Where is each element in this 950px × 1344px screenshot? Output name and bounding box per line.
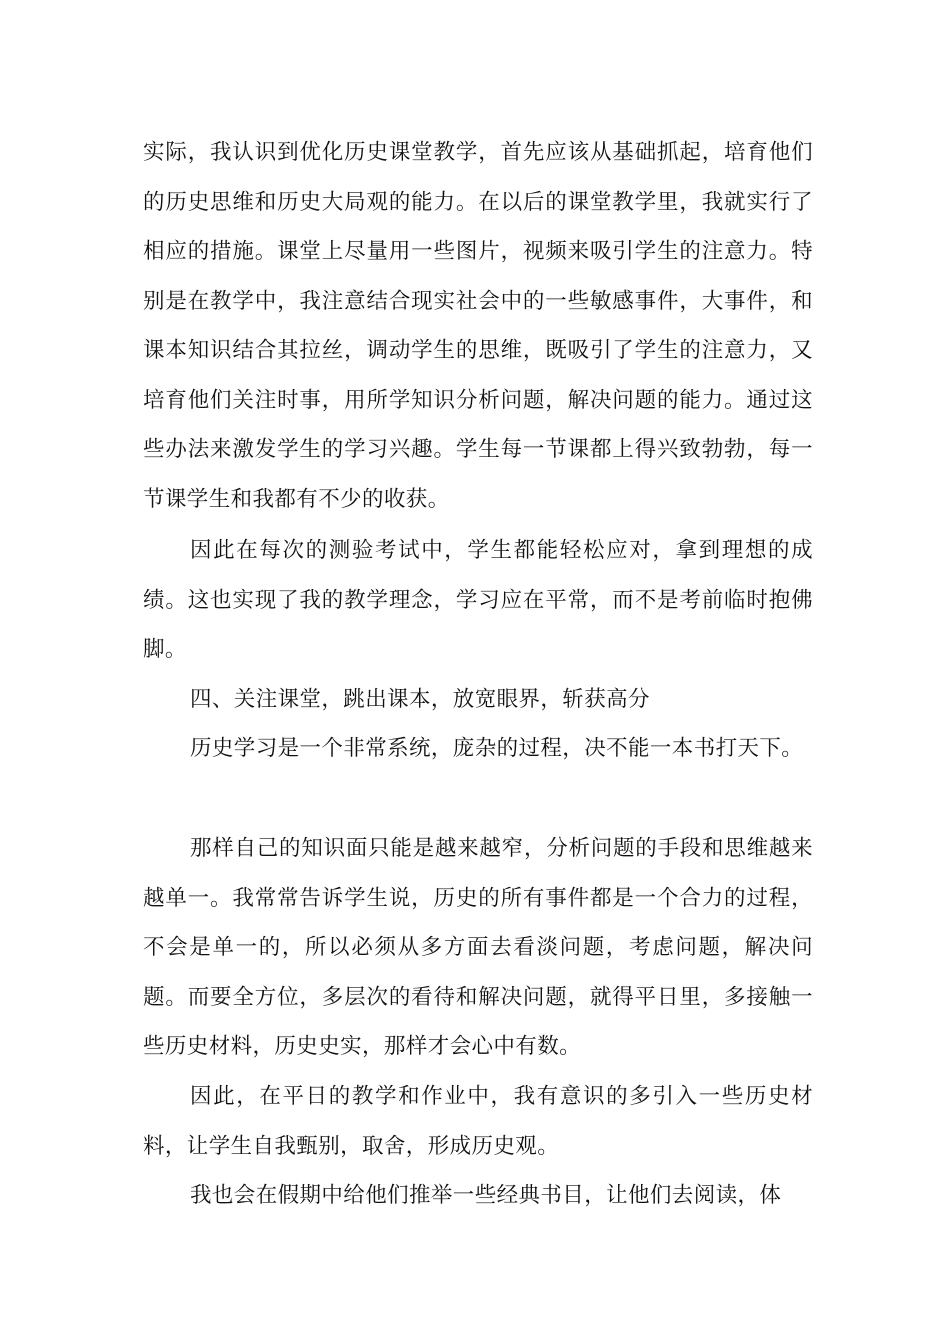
- paragraph-history-learning: 历史学习是一个非常系统，庞杂的过程，决不能一本书打天下。: [190, 736, 804, 761]
- paragraph-teaching-materials: 因此，在平日的教学和作业中，我有意识的多引入一些历史材料，让学生自我甄别，取舍，形成历史观。: [143, 1084, 813, 1159]
- paragraph-continuation: 实际，我认识到优化历史课堂教学，首先应该从基础抓起，培育他们的历史思维和历史大局观的能力。在以后的课堂教学里，我就实行了相应的措施。课堂上尽量用一些图片，视频来吸引学生的注意力。特别是在教学中，我注意结合现实社会中的一些敏感事件，大事件，和课本知识结合其拉丝，调动学生的思维，既吸引了学生的注意力，又培育他们关注时事，用所学知识分析问题，解决问题的能力。通过这些办法来激发学生的学习兴趣。学生每一节课都上得兴致勃勃，每一节课学生和我都有不少的收获。: [143, 140, 813, 512]
- paragraph-knowledge-scope: 那样自己的知识面只能是越来越窄，分析问题的手段和思维越来越单一。我常常告诉学生说，历史的所有事件都是一个合力的过程，不会是单一的，所以必须从多方面去看淡问题，考虑问题，解决问题。而要全方位，多层次的看待和解决问题，就得平日里，多接触一些历史材料，历史史实，那样才会心中有数。: [143, 836, 813, 1059]
- paragraph-exam-results: 因此在每次的测验考试中，学生都能轻松应对，拿到理想的成绩。这也实现了我的教学理念，学习应在平常，而不是考前临时抱佛脚。: [143, 538, 813, 662]
- paragraph-holiday-reading: 我也会在假期中给他们推举一些经典书目，让他们去阅读，体: [190, 1183, 782, 1208]
- section-heading-four: 四、关注课堂，跳出课本，放宽眼界，斩获高分: [190, 687, 650, 712]
